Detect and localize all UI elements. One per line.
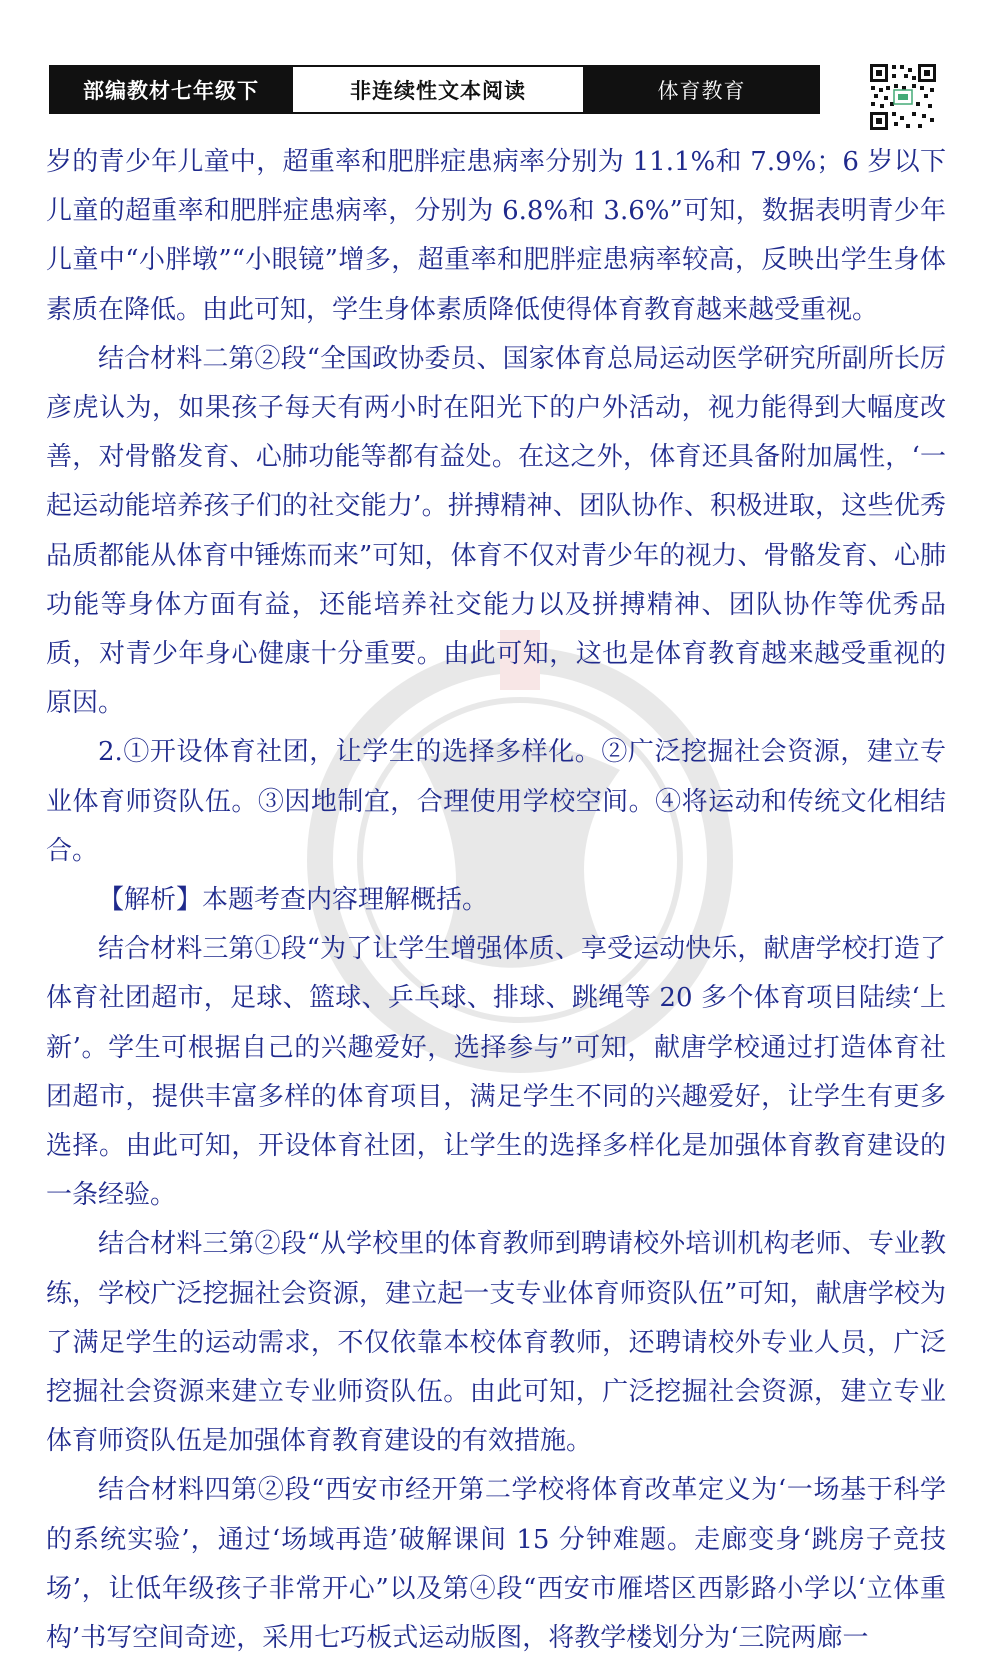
paragraph-3: 结合材料三第①段“为了让学生增强体质、享受运动快乐，献唐学校打造了体育社团超市，足球、篮球、乒乓球、排球、跳绳等 20 多个体育项目陆续‘上新’。学生可根据自己的兴趣爱好，选择参与”可知，献唐学校通过打造体育社团超市，提供丰富多样的体育项目，满足学生不同的兴趣爱好，让学生有更多选择。由此可知，开设体育社团，让学生的选择多样化是加强体育教育建设的一条经验。 xyxy=(46,934,946,1211)
answer-2: 2.①开设体育社团，让学生的选择多样化。②广泛挖掘社会资源，建立专业体育师资队伍。③因地制宜，合理使用学校空间。④将运动和传统文化相结合。 xyxy=(46,737,946,866)
paragraph-5: 结合材料四第②段“西安市经开第二学校将体育改革定义为‘一场基于科学的系统实验’，通过‘场域再造’破解课间 15 分钟难题。走廊变身‘跳房子竞技场’，让低年级孩子非常开心”以及第④段“西安市雁塔区西影路小学以‘立体重构’书写空间奇迹，采用七巧板式运动版图，将教学楼划分为‘三院两廊一 xyxy=(46,1475,946,1654)
answer-text xyxy=(46,138,946,1663)
paragraph-2: 结合材料二第②段“全国政协委员、国家体育总局运动医学研究所副所长厉彦虎认为，如果孩子每天有两小时在阳光下的户外活动，视力能得到大幅度改善，对骨骼发育、心肺功能等都有益处。在这之外，体育还具备附加属性，‘一起运动能培养孩子们的社交能力’。拼搏精神、团队协作、积极进取，这些优秀品质都能从体育中锤炼而来”可知，体育不仅对青少年的视力、骨骼发育、心肺功能等身体方面有益，还能培养社交能力以及拼搏精神、团队协作等优秀品质，对青少年身心健康十分重要。由此可知，这也是体育教育越来越受重视的原因。 xyxy=(46,343,947,719)
paragraph-1: 岁的青少年儿童中，超重率和肥胖症患病率分别为 11.1%和 7.9%；6 岁以下儿童的超重率和肥胖症患病率，分别为 6.8%和 3.6%”可知，数据表明青少年儿童中“小胖墩”“小眼镜”增多，超重率和肥胖症患病率较高，反映出学生身体素质在降低。由此可知，学生身体素质降低使得体育教育越来越受重视。 xyxy=(46,147,946,325)
header-bar xyxy=(49,65,820,114)
header-topic-label: 非连续性文本阅读 xyxy=(291,67,585,112)
qr-code-icon xyxy=(868,62,938,132)
header-grade-label: 部编教材七年级下 xyxy=(51,67,291,112)
header-subject-label: 体育教育 xyxy=(585,67,818,112)
paragraph-4: 结合材料三第②段“从学校里的体育教师到聘请校外培训机构老师、专业教练，学校广泛挖掘社会资源，建立起一支专业体育师资队伍”可知，献唐学校为了满足学生的运动需求，不仅依靠本校体育教师，还聘请校外专业人员，广泛挖掘社会资源来建立专业师资队伍。由此可知，广泛挖掘社会资源，建立专业体育师资队伍是加强体育教育建设的有效措施。 xyxy=(46,1229,946,1457)
analysis-heading: 【解析】本题考查内容理解概括。 xyxy=(98,885,489,916)
